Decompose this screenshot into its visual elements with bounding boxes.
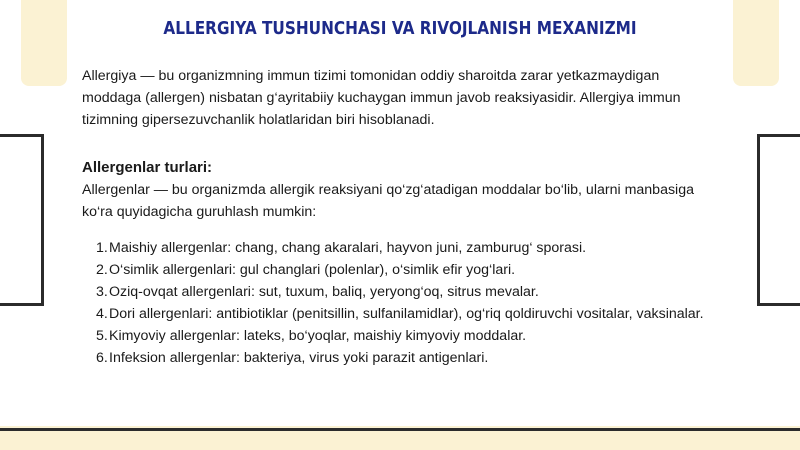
list-item-number: 4.: [96, 306, 108, 322]
decorative-bracket-left: [0, 134, 44, 306]
intro-paragraph: Allergiya — bu organizmning immun tizimi tomonidan oddiy sharoitda zarar yetkazmaydigan moddaga (allergen) nisbatan g‘ayritabiiy kuchaygan immun javob reaksiyasidir. Allergiya immun tizimning gipersezuvchanlik holatlaridan biri hisoblanadi.: [82, 68, 681, 128]
allergen-types-list: [82, 237, 722, 369]
decorative-tab-left: [21, 0, 67, 86]
list-item: [96, 325, 722, 347]
list-item-number: 2.: [96, 262, 108, 278]
list-item-text: Dori allergenlari: antibiotiklar (penitsillin, sulfanilamidlar), og‘riq qoldiruvchi vositalar, vaksinalar.: [109, 306, 704, 322]
list-item: [96, 303, 722, 325]
list-item: [96, 281, 722, 303]
decorative-bottom-line: [0, 428, 800, 431]
list-item-number: 3.: [96, 284, 108, 300]
decorative-bracket-right: [757, 134, 800, 306]
list-item-text: Maishiy allergenlar: chang, chang akaralari, hayvon juni, zamburug‘ sporasi.: [109, 240, 587, 256]
list-item-number: 6.: [96, 350, 108, 366]
slide-content: [82, 65, 722, 369]
list-item-text: Kimyoviy allergenlar: lateks, bo‘yoqlar, maishiy kimyoviy moddalar.: [109, 328, 527, 344]
list-item-text: Infeksion allergenlar: bakteriya, virus yoki parazit antigenlari.: [109, 350, 489, 366]
list-item: [96, 237, 722, 259]
list-item-number: 5.: [96, 328, 108, 344]
decorative-tab-right: [733, 0, 779, 86]
slide-title: ALLERGIYA TUSHUNCHASI VA RIVOJLANISH MEXANIZMI: [163, 18, 637, 39]
list-item-text: Oziq-ovqat allergenlari: sut, tuxum, baliq, yeryong‘oq, sitrus mevalar.: [109, 284, 539, 300]
section-heading: Allergenlar turlari:: [82, 159, 213, 176]
types-intro-paragraph: Allergenlar — bu organizmda allergik reaksiyani qo‘zg‘atadigan moddalar bo‘lib, ularni manbasiga ko‘ra quyidagicha guruhlash mumkin:: [82, 182, 694, 220]
list-item: [96, 259, 722, 281]
list-item: [96, 347, 722, 369]
list-item-number: 1.: [96, 240, 108, 256]
list-item-text: O‘simlik allergenlari: gul changlari (polenlar), o‘simlik efir yog‘lari.: [109, 262, 516, 278]
